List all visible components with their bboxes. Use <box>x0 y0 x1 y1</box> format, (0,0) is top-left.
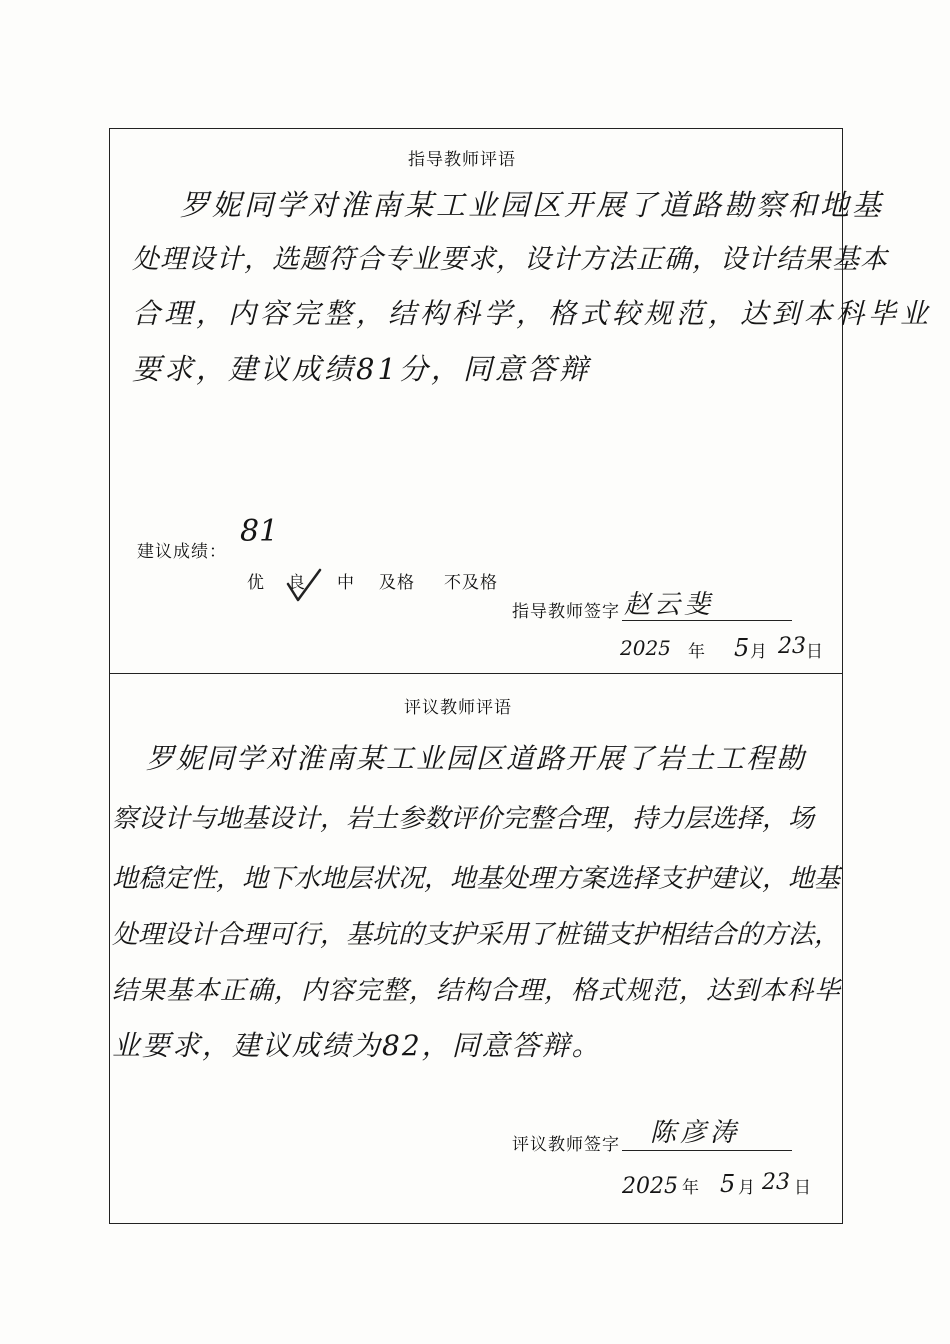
reviewer-date-month: 5 <box>720 1170 736 1198</box>
advisor-comment-line-2: 处理设计，选题符合专业要求，设计方法正确，设计结果基本 <box>132 244 888 275</box>
reviewer-comment-line-3: 地稳定性，地下水地层状况，地基处理方案选择支护建议，地基 <box>112 864 841 894</box>
advisor-date-day: 23 <box>778 634 806 659</box>
grade-option-pass: 及格 <box>379 573 415 593</box>
reviewer-comment-line-1: 罗妮同学对淮南某工业园区道路开展了岩土工程勘 <box>146 742 807 775</box>
reviewer-comment-line-4: 处理设计合理可行，基坑的支护采用了桩锚支护相结合的方法， <box>112 920 841 950</box>
reviewer-comment-line-6: 业要求，建议成绩为82，同意答辩。 <box>112 1029 602 1062</box>
reviewer-date-day-label: 日 <box>794 1178 812 1198</box>
grade-option-medium: 中 <box>337 573 355 593</box>
reviewer-date-year-label: 年 <box>682 1178 700 1198</box>
reviewer-date-month-label: 月 <box>738 1178 756 1198</box>
grade-option-excellent: 优 <box>247 573 265 593</box>
selected-grade-checkmark-icon <box>284 566 324 606</box>
reviewer-section-heading: 评议教师评语 <box>404 698 512 718</box>
reviewer-signature-line <box>622 1150 792 1151</box>
advisor-date <box>620 634 840 668</box>
suggested-grade-value: 81 <box>240 514 279 549</box>
reviewer-date-year: 2025 <box>622 1174 678 1199</box>
grade-option-good: 良 <box>288 573 306 593</box>
reviewer-comment-line-2: 察设计与地基设计，岩土参数评价完整合理，持力层选择，场 <box>112 804 815 834</box>
reviewer-date <box>622 1170 837 1204</box>
advisor-comment-line-3: 合理，内容完整，结构科学，格式较规范，达到本科毕业 <box>132 297 933 330</box>
reviewer-date-day: 23 <box>762 1170 790 1195</box>
advisor-signature: 赵云斐 <box>624 590 715 620</box>
reviewer-signature-label: 评议教师签字 <box>512 1135 620 1155</box>
grade-option-fail: 不及格 <box>444 573 498 593</box>
advisor-comment-line-1: 罗妮同学对淮南某工业园区开展了道路勘察和地基 <box>180 188 885 222</box>
advisor-date-year: 2025 <box>620 636 671 660</box>
advisor-date-month-label: 月 <box>750 642 768 662</box>
reviewer-signature: 陈彦涛 <box>650 1118 741 1148</box>
reviewer-comment-line-5: 结果基本正确，内容完整，结构合理，格式规范，达到本科毕 <box>112 976 842 1006</box>
section-divider <box>109 673 843 674</box>
advisor-date-month: 5 <box>734 634 750 662</box>
suggested-grade-label: 建议成绩： <box>137 542 227 562</box>
advisor-signature-label: 指导教师签字 <box>512 602 620 622</box>
advisor-comment-line-4: 要求，建议成绩81分，同意答辩 <box>132 352 591 386</box>
advisor-date-year-label: 年 <box>688 642 706 662</box>
advisor-date-day-label: 日 <box>806 642 824 662</box>
advisor-section-heading: 指导教师评语 <box>408 150 516 170</box>
